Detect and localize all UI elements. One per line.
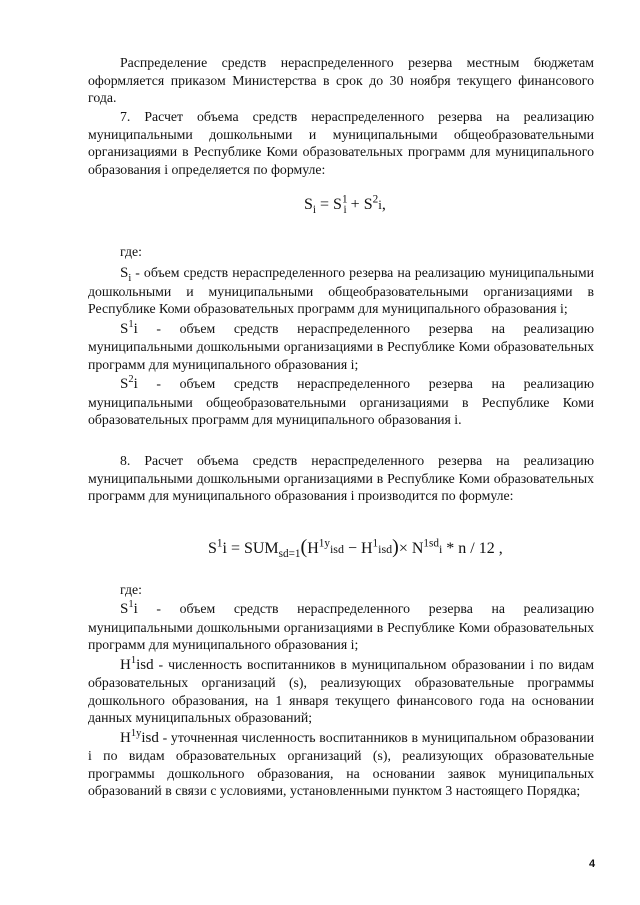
formula-2: $S^1i = SUM_{sd=1}(H^{1y}isd - H^1isd)\times N^{1sd}i * n / 12$ , xyxy=(208,536,503,561)
definition-s2i: $S^2i$ - объем средств нераспределенного резерва на реализацию муниципальными общеобразовательными организациями в Республике Коми образовательных программ для муниципального образования i. xyxy=(88,374,594,427)
definitions-1 xyxy=(88,264,594,429)
where-label-2: где: xyxy=(120,582,142,597)
definition-s1i: $S^1i$ - объем средств нераспределенного резерва на реализацию муниципальными дошкольными организациями в Республике Коми образовательных программ для муниципального образования i; xyxy=(88,318,594,372)
paragraph-7 xyxy=(88,108,594,178)
page-number: 4 xyxy=(589,858,596,870)
paragraph-text: 7. Расчет объема средств нераспределенного резерва на реализацию муниципальными дошкольными и муниципальными общеобразовательными организациями в Республике Коми образовательных программ для муниципального образования i определяется по формуле: xyxy=(88,109,594,177)
where-label-1: где: xyxy=(120,244,142,259)
definition-si: $S_i$ - объем средств нераспределенного резерва на реализацию муниципальными дошкольными и муниципальными общеобразовательными организациями в Республике Коми образовательных программ для муниципального образования i; xyxy=(88,265,594,316)
definitions-2 xyxy=(88,600,594,800)
paragraph-reserve-distribution xyxy=(88,54,594,107)
definition-s1i-2: $S^1i$ - объем средств нераспределенного резерва на реализацию муниципальными дошкольными организациями в Республике Коми образовательных программ для муниципального образования i; xyxy=(88,599,594,652)
paragraph-text: Распределение средств нераспределенного резерва местным бюджетам оформляется приказом Министерства в срок до 30 ноября текущего финансового года. xyxy=(88,55,594,105)
paragraph-text: 8. Расчет объема средств нераспределенного резерва на реализацию муниципальными дошкольными организациями в Республике Коми образовательных программ для муниципального образования i производится по формуле: xyxy=(88,453,594,503)
formula-1: $S_i = S^1_i + S^2i$, xyxy=(304,193,386,217)
definition-h1yisd: $H^{1y}isd$ - уточненная численность воспитанников в муниципальном образовании i по видам образовательных организаций (s), реализующих образовательные программы дошкольного образования, на основании заявок муниципальных образований в связи с условиями, установленными пунктом 3 настоящего Порядка; xyxy=(88,727,594,798)
definition-h1isd: $H^1isd$ - численность воспитанников в муниципальном образовании i по видам образовательных организаций (s), реализующих образовательные программы дошкольного образования, на 1 января текущего финансового года на основании данных муниципальных образований; xyxy=(88,654,594,725)
paragraph-8 xyxy=(88,452,594,505)
